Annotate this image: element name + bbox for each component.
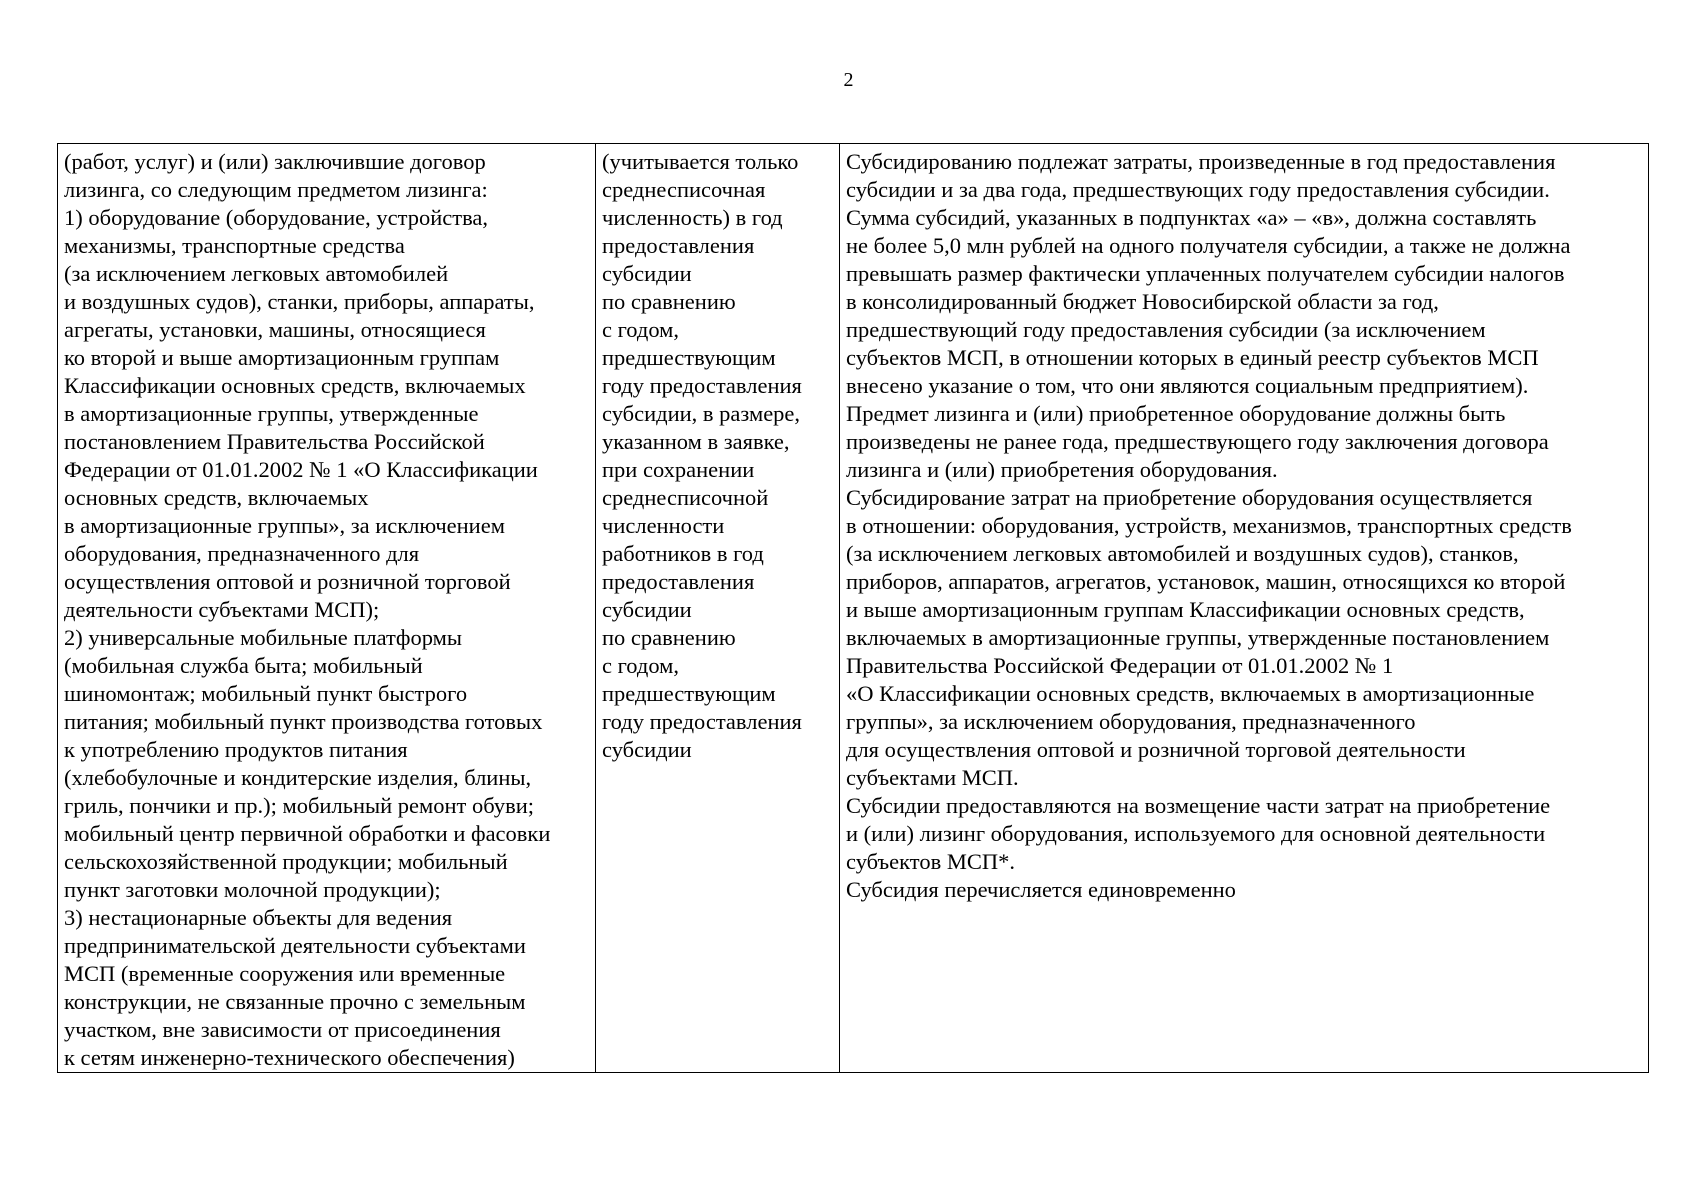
table-row (58, 144, 1649, 1073)
text-line: включаемых в амортизационные группы, утвержденные постановлением (846, 625, 1550, 650)
text-line: субсидии (602, 261, 692, 286)
text-line: конструкции, не связанные прочно с земельным (64, 989, 526, 1014)
text-line: мобильный центр первичной обработки и фасовки (64, 821, 551, 846)
text-line: численность) в год (602, 205, 783, 230)
text-line: Федерации от 01.01.2002 № 1 «О Классификации (64, 457, 538, 482)
text-line: среднесписочная (602, 177, 766, 202)
text-line: Предмет лизинга и (или) приобретенное оборудование должны быть (846, 401, 1506, 426)
text-line: приборов, аппаратов, агрегатов, установок, машин, относящихся ко второй (846, 569, 1566, 594)
text-line: по сравнению (602, 289, 736, 314)
text-line: среднесписочной (602, 485, 769, 510)
text-line: сельскохозяйственной продукции; мобильный (64, 849, 508, 874)
text-line: шиномонтаж; мобильный пункт быстрого (64, 681, 468, 706)
subsidy-terms-cell (840, 144, 1649, 1073)
text-line: (мобильная служба быта; мобильный (64, 653, 423, 678)
text-line: в отношении: оборудования, устройств, механизмов, транспортных средств (846, 513, 1572, 538)
text-line: с годом, (602, 317, 680, 342)
text-line: с годом, (602, 653, 680, 678)
text-line: основных средств, включаемых (64, 485, 369, 510)
text-line: пункт заготовки молочной продукции); (64, 877, 441, 902)
text-line: питания; мобильный пункт производства готовых (64, 709, 543, 734)
text-line: Правительства Российской Федерации от 01.01.2002 № 1 (846, 653, 1394, 678)
text-line: осуществления оптовой и розничной торговой (64, 569, 511, 594)
leasing-subject-cell (58, 144, 596, 1073)
text-line: субъектов МСП*. (846, 849, 1015, 874)
text-line: предпринимательской деятельности субъектами (64, 933, 526, 958)
text-line: деятельности субъектами МСП); (64, 597, 380, 622)
text-line: и (или) лизинг оборудования, используемого для основной деятельности (846, 821, 1546, 846)
text-line: «О Классификации основных средств, включаемых в амортизационные (846, 681, 1535, 706)
text-line: субсидии и за два года, предшествующих году предоставления субсидии. (846, 177, 1550, 202)
text-line: 3) нестационарные объекты для ведения (64, 905, 453, 930)
text-line: субъектов МСП, в отношении которых в единый реестр субъектов МСП (846, 345, 1539, 370)
text-line: МСП (временные сооружения или временные (64, 961, 506, 986)
text-line: (за исключением легковых автомобилей и воздушных судов), станков, (846, 541, 1519, 566)
text-line: произведены не ранее года, предшествующего году заключения договора (846, 429, 1549, 454)
text-line: Сумма субсидий, указанных в подпунктах «а» – «в», должна составлять (846, 205, 1537, 230)
text-line: субсидии, в размере, (602, 401, 801, 426)
text-line: (учитывается только (602, 149, 799, 174)
text-line: при сохранении (602, 457, 755, 482)
text-line: 1) оборудование (оборудование, устройства, (64, 205, 489, 230)
text-line: по сравнению (602, 625, 736, 650)
text-line: указанном в заявке, (602, 429, 790, 454)
text-line: году предоставления (602, 709, 802, 734)
text-line: гриль, пончики и пр.); мобильный ремонт обуви; (64, 793, 535, 818)
text-line: группы», за исключением оборудования, предназначенного (846, 709, 1416, 734)
employee-count-cell (596, 144, 840, 1073)
text-line: превышать размер фактически уплаченных получателем субсидии налогов (846, 261, 1565, 286)
text-line: предоставления (602, 233, 755, 258)
text-line: для осуществления оптовой и розничной торговой деятельности (846, 737, 1466, 762)
text-line: (за исключением легковых автомобилей (64, 261, 449, 286)
text-line: Субсидии предоставляются на возмещение части затрат на приобретение (846, 793, 1551, 818)
text-line: внесено указание о том, что они являются социальным предприятием). (846, 373, 1529, 398)
text-line: Субсидия перечисляется единовременно (846, 877, 1236, 902)
text-line: субъектами МСП. (846, 765, 1019, 790)
text-line: в амортизационные группы», за исключением (64, 513, 505, 538)
text-line: агрегаты, установки, машины, относящиеся (64, 317, 486, 342)
text-line: в консолидированный бюджет Новосибирской области за год, (846, 289, 1439, 314)
page-number: 2 (843, 69, 854, 91)
text-line: Субсидирование затрат на приобретение оборудования осуществляется (846, 485, 1533, 510)
text-line: субсидии (602, 597, 692, 622)
text-line: субсидии (602, 737, 692, 762)
text-line: ко второй и выше амортизационным группам (64, 345, 500, 370)
text-line: (работ, услуг) и (или) заключившие договор (64, 149, 486, 174)
text-line: к употреблению продуктов питания (64, 737, 408, 762)
text-line: (хлебобулочные и кондитерские изделия, блины, (64, 765, 532, 790)
text-line: предоставления (602, 569, 755, 594)
text-line: предшествующим (602, 681, 776, 706)
text-line: и выше амортизационным группам Классификации основных средств, (846, 597, 1525, 622)
text-line: участком, вне зависимости от присоединения (64, 1017, 501, 1042)
subsidy-conditions-table (57, 143, 1649, 1073)
text-line: предшествующий году предоставления субсидии (за исключением (846, 317, 1486, 342)
text-line: оборудования, предназначенного для (64, 541, 420, 566)
text-line: Классификации основных средств, включаемых (64, 373, 526, 398)
text-line: к сетям инженерно-технического обеспечения) (64, 1045, 515, 1070)
text-line: предшествующим (602, 345, 776, 370)
text-line: постановлением Правительства Российской (64, 429, 485, 454)
text-line: и воздушных судов), станки, приборы, аппараты, (64, 289, 535, 314)
text-line: 2) универсальные мобильные платформы (64, 625, 462, 650)
text-line: не более 5,0 млн рублей на одного получателя субсидии, а также не должна (846, 233, 1571, 258)
text-line: Субсидированию подлежат затраты, произведенные в год предоставления (846, 149, 1556, 174)
text-line: лизинга, со следующим предметом лизинга: (64, 177, 488, 202)
text-line: механизмы, транспортные средства (64, 233, 405, 258)
text-line: численности (602, 513, 725, 538)
text-line: лизинга и (или) приобретения оборудования. (846, 457, 1278, 482)
text-line: году предоставления (602, 373, 802, 398)
text-line: в амортизационные группы, утвержденные (64, 401, 479, 426)
text-line: работников в год (602, 541, 764, 566)
